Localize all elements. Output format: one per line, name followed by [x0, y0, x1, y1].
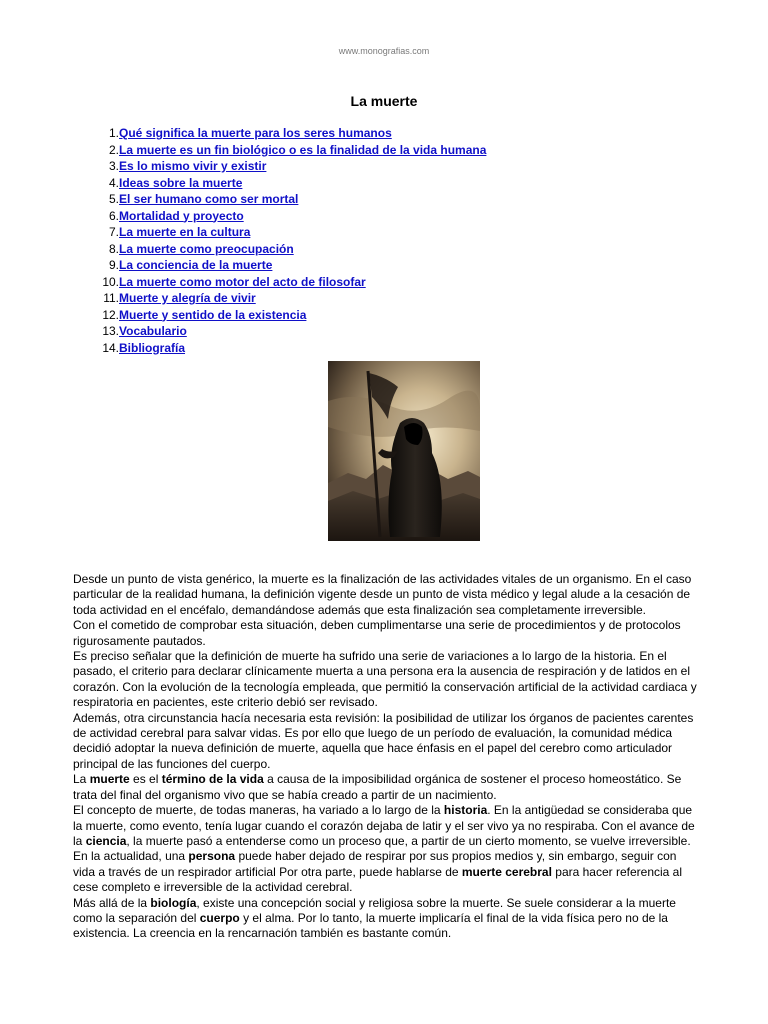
paragraph: Además, otra circunstancia hacía necesaria esta revisión: la posibilidad de utilizar los órganos de pacientes carentes de actividad cerebral para salvar vidas. Es por ello que luego de un período de evaluación, la comunidad médica decidió adoptar la nueva definición de muerte, aquella que hace énfasis en el papel del cerebro como articulador principal de las funciones del cuerpo. — [73, 710, 694, 771]
toc-number: 7. — [108, 225, 119, 239]
bold-term: muerte cerebral — [461, 864, 552, 879]
toc-link[interactable]: La conciencia de la muerte — [119, 258, 273, 272]
grim-reaper-illustration — [328, 361, 480, 541]
toc-item — [86, 274, 486, 291]
toc-item — [86, 142, 486, 159]
toc-item — [86, 290, 486, 307]
paragraph: Desde un punto de vista genérico, la muerte es la finalización de las actividades vitales de un organismo. En el caso particular de la realidad humana, la definición vigente desde un punto de vista médico y legal alude a la cesación de toda actividad en el encéfalo, demandándose además que esta finalización sea completamente irreversible. — [73, 572, 692, 617]
toc-number: 9. — [108, 258, 119, 272]
toc-number: 3. — [108, 159, 119, 173]
toc-link[interactable]: La muerte en la cultura — [119, 225, 251, 239]
toc-link[interactable]: La muerte como preocupación — [119, 241, 294, 256]
toc-number: 11. — [103, 291, 119, 305]
toc-number: 13. — [102, 324, 119, 338]
toc-link[interactable]: Mortalidad y proyecto — [119, 208, 244, 223]
toc-link[interactable]: Ideas sobre la muerte — [119, 175, 243, 190]
toc-item — [86, 323, 486, 340]
toc-item — [86, 208, 486, 225]
paragraph: El concepto de muerte, de todas maneras, ha variado a lo largo de la historia. En la antigüedad se consideraba que la muerte, como evento, tenía lugar cuando el corazón dejaba de latir y el ser vivo ya no respiraba. Con el avance de la ciencia, la muerte pasó a entenderse como un proceso que, a partir de un cierto momento, se vuelve irreversible. — [73, 803, 695, 848]
toc-item — [86, 241, 486, 258]
toc-number: 5. — [108, 192, 119, 206]
toc-item — [86, 340, 486, 357]
paragraph: La muerte es el término de la vida a causa de la imposibilidad orgánica de sostener el proceso homeostático. Se trata del final del organismo vivo que se había creado a partir de un nacimiento. — [73, 772, 682, 802]
table-of-contents — [86, 125, 486, 356]
toc-link[interactable]: Qué significa la muerte para los seres humanos — [119, 126, 392, 140]
toc-item — [86, 175, 486, 192]
toc-item — [86, 125, 486, 142]
toc-link[interactable]: La muerte como motor del acto de filosofar — [119, 274, 366, 289]
bold-term: muerte — [89, 772, 130, 787]
toc-number: 2. — [108, 142, 119, 157]
paragraph: Más allá de la biología, existe una concepción social y religiosa sobre la muerte. Se suele considerar a la muerte como la separación del cuerpo y el alma. Por lo tanto, la muerte implicaría el final de la vida física pero no de la existencia. La creencia en la rencarnación también es bastante común. — [73, 895, 676, 941]
toc-link[interactable]: Bibliografía — [119, 340, 186, 355]
paragraph: Es preciso señalar que la definición de muerte ha sufrido una serie de variaciones a lo largo de la historia. En el pasado, el criterio para declarar clínicamente muerta a una persona era la ausencia de respiración y de latidos en el corazón. Con la evolución de la tecnología empleada, que permitió la conservación artificial de la actividad cardiaca y respiratoria en pacientes, este criterio debió ser revisado. — [73, 649, 697, 710]
page-title: La muerte — [350, 93, 418, 109]
bold-term: biología — [150, 895, 197, 910]
toc-link[interactable]: El ser humano como ser mortal — [119, 192, 299, 206]
toc-number: 14. — [102, 340, 119, 355]
toc-link[interactable]: Es lo mismo vivir y existir — [119, 159, 267, 173]
bold-term: ciencia — [85, 833, 127, 848]
toc-link[interactable]: La muerte es un fin biológico o es la finalidad de la vida humana — [119, 142, 487, 157]
bold-term: cuerpo — [199, 910, 240, 925]
bold-term: historia — [443, 803, 488, 818]
toc-item — [86, 224, 486, 241]
toc-link[interactable]: Vocabulario — [119, 324, 187, 338]
bold-term: persona — [188, 849, 236, 864]
toc-number: 1. — [108, 126, 119, 140]
toc-item — [86, 257, 486, 274]
toc-number: 10. — [102, 274, 119, 289]
toc-number: 8. — [108, 241, 119, 256]
paragraph: En la actualidad, una persona puede haber dejado de respirar por sus propios medios y, sin embargo, seguir con vida a través de un respirador artificial Por otra parte, puede hablarse de muerte cerebral para hacer referencia al cese completo e irreversible de la actividad cerebral. — [73, 849, 683, 895]
toc-link[interactable]: Muerte y alegría de vivir — [119, 291, 256, 305]
toc-number: 4. — [108, 175, 119, 190]
toc-number: 6. — [108, 208, 119, 223]
paragraph: Con el cometido de comprobar esta situación, deben cumplimentarse una serie de procedimientos y de protocolos rigurosamente pautados. — [73, 618, 681, 648]
toc-link[interactable]: Muerte y sentido de la existencia — [119, 307, 307, 322]
source-url: www.monografias.com — [338, 46, 430, 56]
bold-term: término de la vida — [161, 772, 264, 787]
toc-item — [86, 307, 486, 324]
article-body — [73, 572, 699, 942]
toc-number: 12. — [102, 307, 119, 322]
toc-item — [86, 191, 486, 208]
toc-item — [86, 158, 486, 175]
